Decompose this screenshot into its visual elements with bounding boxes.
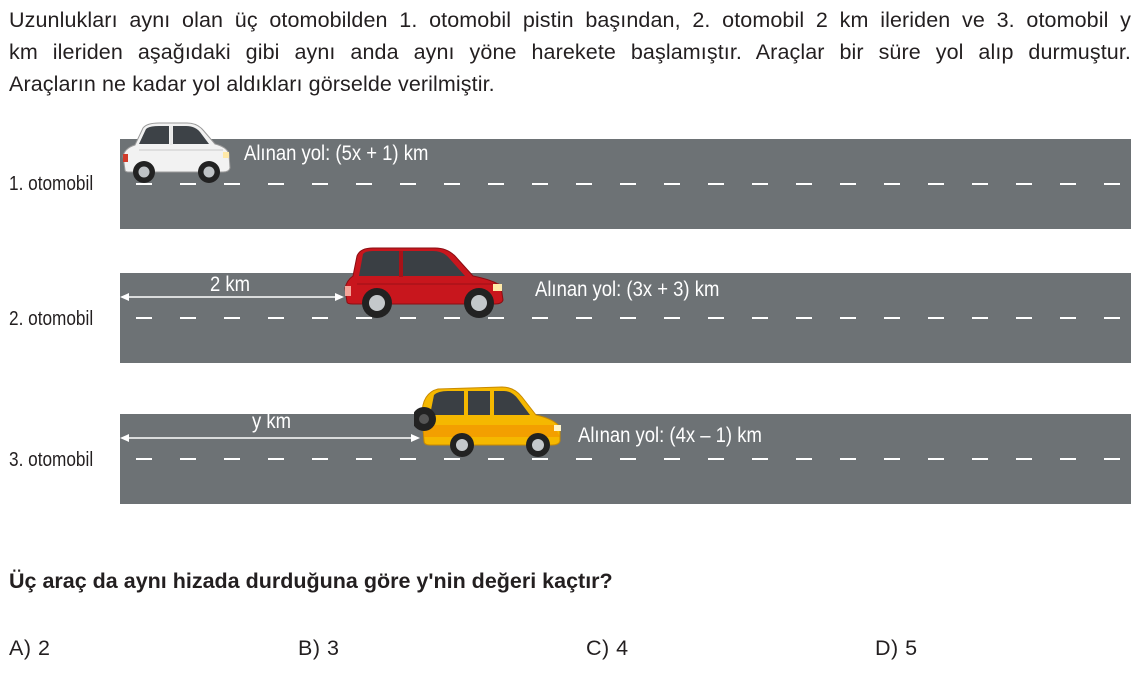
distance-label-1: Alınan yol: (5x + 1) km	[244, 142, 429, 165]
option-a[interactable]: A) 2	[9, 636, 51, 660]
offset-arrow-3	[120, 426, 420, 450]
intro-line-3: Araçların ne kadar yol aldıkları görselde verilmiştir.	[9, 72, 495, 96]
lane-marking	[120, 317, 1131, 319]
double-arrow-icon	[120, 285, 344, 309]
intro-line-1: Uzunlukları aynı olan üç otomobilden 1. otomobil pistin başından, 2. otomobil 2 km ileriden ve 3. otomobil y	[9, 8, 1131, 32]
red-hatchback-icon	[343, 246, 511, 321]
offset-label-3: y km	[252, 410, 292, 433]
car-label-2: 2. otomobil	[9, 308, 94, 330]
option-b[interactable]: B) 3	[298, 636, 340, 660]
yellow-minivan-icon	[414, 385, 564, 460]
car-label-3: 3. otomobil	[9, 449, 94, 471]
problem-statement	[9, 4, 1131, 100]
intro-line-2: km ileriden aşağıdaki gibi aynı anda aynı yöne harekete başlamıştır. Araçlar bir süre yol alıp durmuştur.	[9, 40, 1131, 64]
road-2	[120, 273, 1131, 363]
double-arrow-icon	[120, 426, 420, 450]
lane-marking	[120, 183, 1131, 185]
white-hatchback-icon	[119, 120, 234, 186]
road-3	[120, 410, 1131, 504]
distance-label-2: Alınan yol: (3x + 3) km	[535, 278, 720, 301]
option-d[interactable]: D) 5	[875, 636, 918, 660]
car-label-1: 1. otomobil	[9, 173, 94, 195]
option-c[interactable]: C) 4	[586, 636, 629, 660]
distance-label-3: Alınan yol: (4x – 1) km	[578, 424, 762, 447]
offset-label-2: 2 km	[210, 273, 251, 296]
lane-marking	[120, 458, 1131, 460]
question-text: Üç araç da aynı hizada durduğuna göre y'nin değeri kaçtır?	[9, 569, 613, 593]
road-1	[120, 139, 1131, 229]
offset-arrow-2	[120, 285, 344, 309]
